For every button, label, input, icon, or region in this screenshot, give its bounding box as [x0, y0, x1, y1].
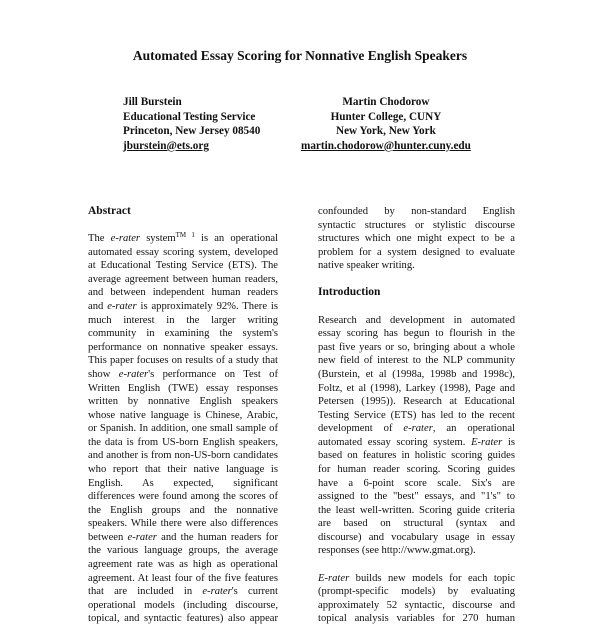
text-line: Testing Service (ETS) has led to the recent — [318, 409, 515, 421]
text-line: that are included in e-rater's current — [88, 586, 278, 598]
text-line: the various language groups, the average — [88, 545, 278, 557]
text-line: and between independent human readers — [88, 287, 278, 299]
author-location: New York, New York — [336, 125, 436, 138]
text-line: community in examining the system's — [88, 328, 278, 340]
text-line: whose native language is Chinese, Arabic, — [88, 409, 278, 421]
text-line: performance on nonnative speaker essays. — [88, 341, 278, 353]
text-line: or Spanish. In addition, one small sample of — [88, 423, 278, 435]
text-line: discourse) and vocabulary usage in essay — [318, 531, 515, 543]
text-line: Foltz, et al (1998), Larkey (1998), Page and — [318, 382, 515, 394]
text-line: essay scoring has begun to flourish in the — [318, 328, 515, 340]
text-line: new field of interest to the NLP community — [318, 355, 515, 367]
text-line: the data is from US-born English speakers, — [88, 436, 278, 448]
text-line: operational models (including discourse, — [88, 599, 278, 611]
text-line: and another is from non-US-born candidates — [88, 450, 278, 462]
text-line: Written English (TWE) essay responses — [88, 382, 278, 394]
text-line: English. As expected, significant — [88, 477, 278, 489]
text-line: problem for a system designed to evaluate — [318, 246, 515, 258]
text-line: development of e-rater, an operational — [318, 423, 515, 435]
text-line: Petersen (1995)). Research at Educational — [318, 396, 515, 408]
text-line: based on features in holistic scoring guides — [318, 450, 515, 462]
introduction-paragraph — [318, 314, 515, 558]
text-line: the least well-written. Scoring guide criteria — [318, 504, 515, 516]
text-line: the English groups and the nonnative — [88, 504, 278, 516]
text-line: agreement rate was as high as operational — [88, 559, 278, 571]
text-line: agreement. At least four of the five features — [88, 572, 278, 584]
text-line: This paper focuses on results of a study that — [88, 355, 278, 367]
text-line: E-rater builds new models for each topic — [318, 572, 515, 584]
text-line: syntactic structures or stylistic discourse — [318, 219, 515, 231]
text-line: between e-rater and the human readers for — [88, 531, 278, 543]
author-name: Jill Burstein — [123, 96, 182, 108]
text-line: show e-rater's performance on Test of — [88, 368, 279, 380]
second-paragraph — [318, 572, 515, 626]
author-email-link[interactable]: jburstein@ets.org — [123, 139, 209, 152]
author-affiliation: Educational Testing Service — [123, 110, 256, 123]
text-line: are based on structural (syntax and — [318, 518, 515, 530]
text-line: approximately 52 syntactic, discourse and — [318, 599, 515, 611]
right-column — [318, 205, 515, 626]
text-line: Research and development in automated — [318, 314, 515, 326]
abstract-text — [88, 232, 278, 626]
text-line: speakers. While there were also differences — [88, 518, 278, 530]
text-line: assigned to the "best" essays, and "1's" to — [318, 491, 515, 503]
author-affiliation: Hunter College, CUNY — [330, 110, 442, 123]
text-line: written by nonnative English speakers — [88, 396, 278, 408]
author-email-link[interactable]: martin.chodorow@hunter.cuny.edu — [301, 139, 471, 152]
author-location: Princeton, New Jersey 08540 — [123, 125, 261, 138]
text-line: structures which one might expect to be a — [318, 233, 515, 245]
text-line: The e-rater system$^{TM 1}$ is an operational — [88, 231, 279, 245]
text-line: past five years or so, bringing about a whole — [318, 341, 515, 353]
author-block-2 — [301, 95, 471, 153]
text-line: much interest in the larger writing — [88, 314, 278, 326]
text-line: and e-rater is approximately 92%. There is — [88, 301, 278, 313]
author-block-1 — [123, 95, 260, 153]
text-line: automated essay scoring system. E-rater is — [318, 436, 515, 448]
text-line: topical, and syntactic features) also appear — [88, 613, 278, 625]
text-line: differences were found among the scores of — [88, 491, 278, 503]
text-line: confounded by non-standard English — [318, 206, 515, 217]
text-line: for human reader scoring. Scoring guides — [318, 464, 515, 476]
paper-title: Automated Essay Scoring for Nonnative English Speakers — [132, 48, 468, 63]
text-line: topical analysis variables for 270 human — [318, 613, 515, 625]
text-line: responses (see http://www.gmat.org). — [318, 545, 476, 557]
text-line: automated essay scoring system, developed — [88, 246, 278, 258]
text-line: native speaker writing. — [318, 260, 415, 272]
text-line: have a 6-point score scale. Six's are — [318, 477, 515, 489]
left-column — [88, 205, 278, 626]
text-line: (prompt-specific models) by evaluating — [318, 586, 515, 598]
text-line: at Educational Testing Service (ETS). The — [88, 260, 278, 272]
text-line: (Burstein, et al (1998a, 1998b and 1998c), — [318, 368, 515, 380]
abstract-continuation — [318, 205, 515, 273]
author-name: Martin Chodorow — [342, 96, 430, 108]
text-line: average agreement between human readers, — [88, 273, 278, 285]
introduction-heading: Introduction — [318, 286, 381, 299]
text-line: who report that their native language is — [88, 464, 278, 475]
abstract-heading: Abstract — [88, 205, 131, 217]
